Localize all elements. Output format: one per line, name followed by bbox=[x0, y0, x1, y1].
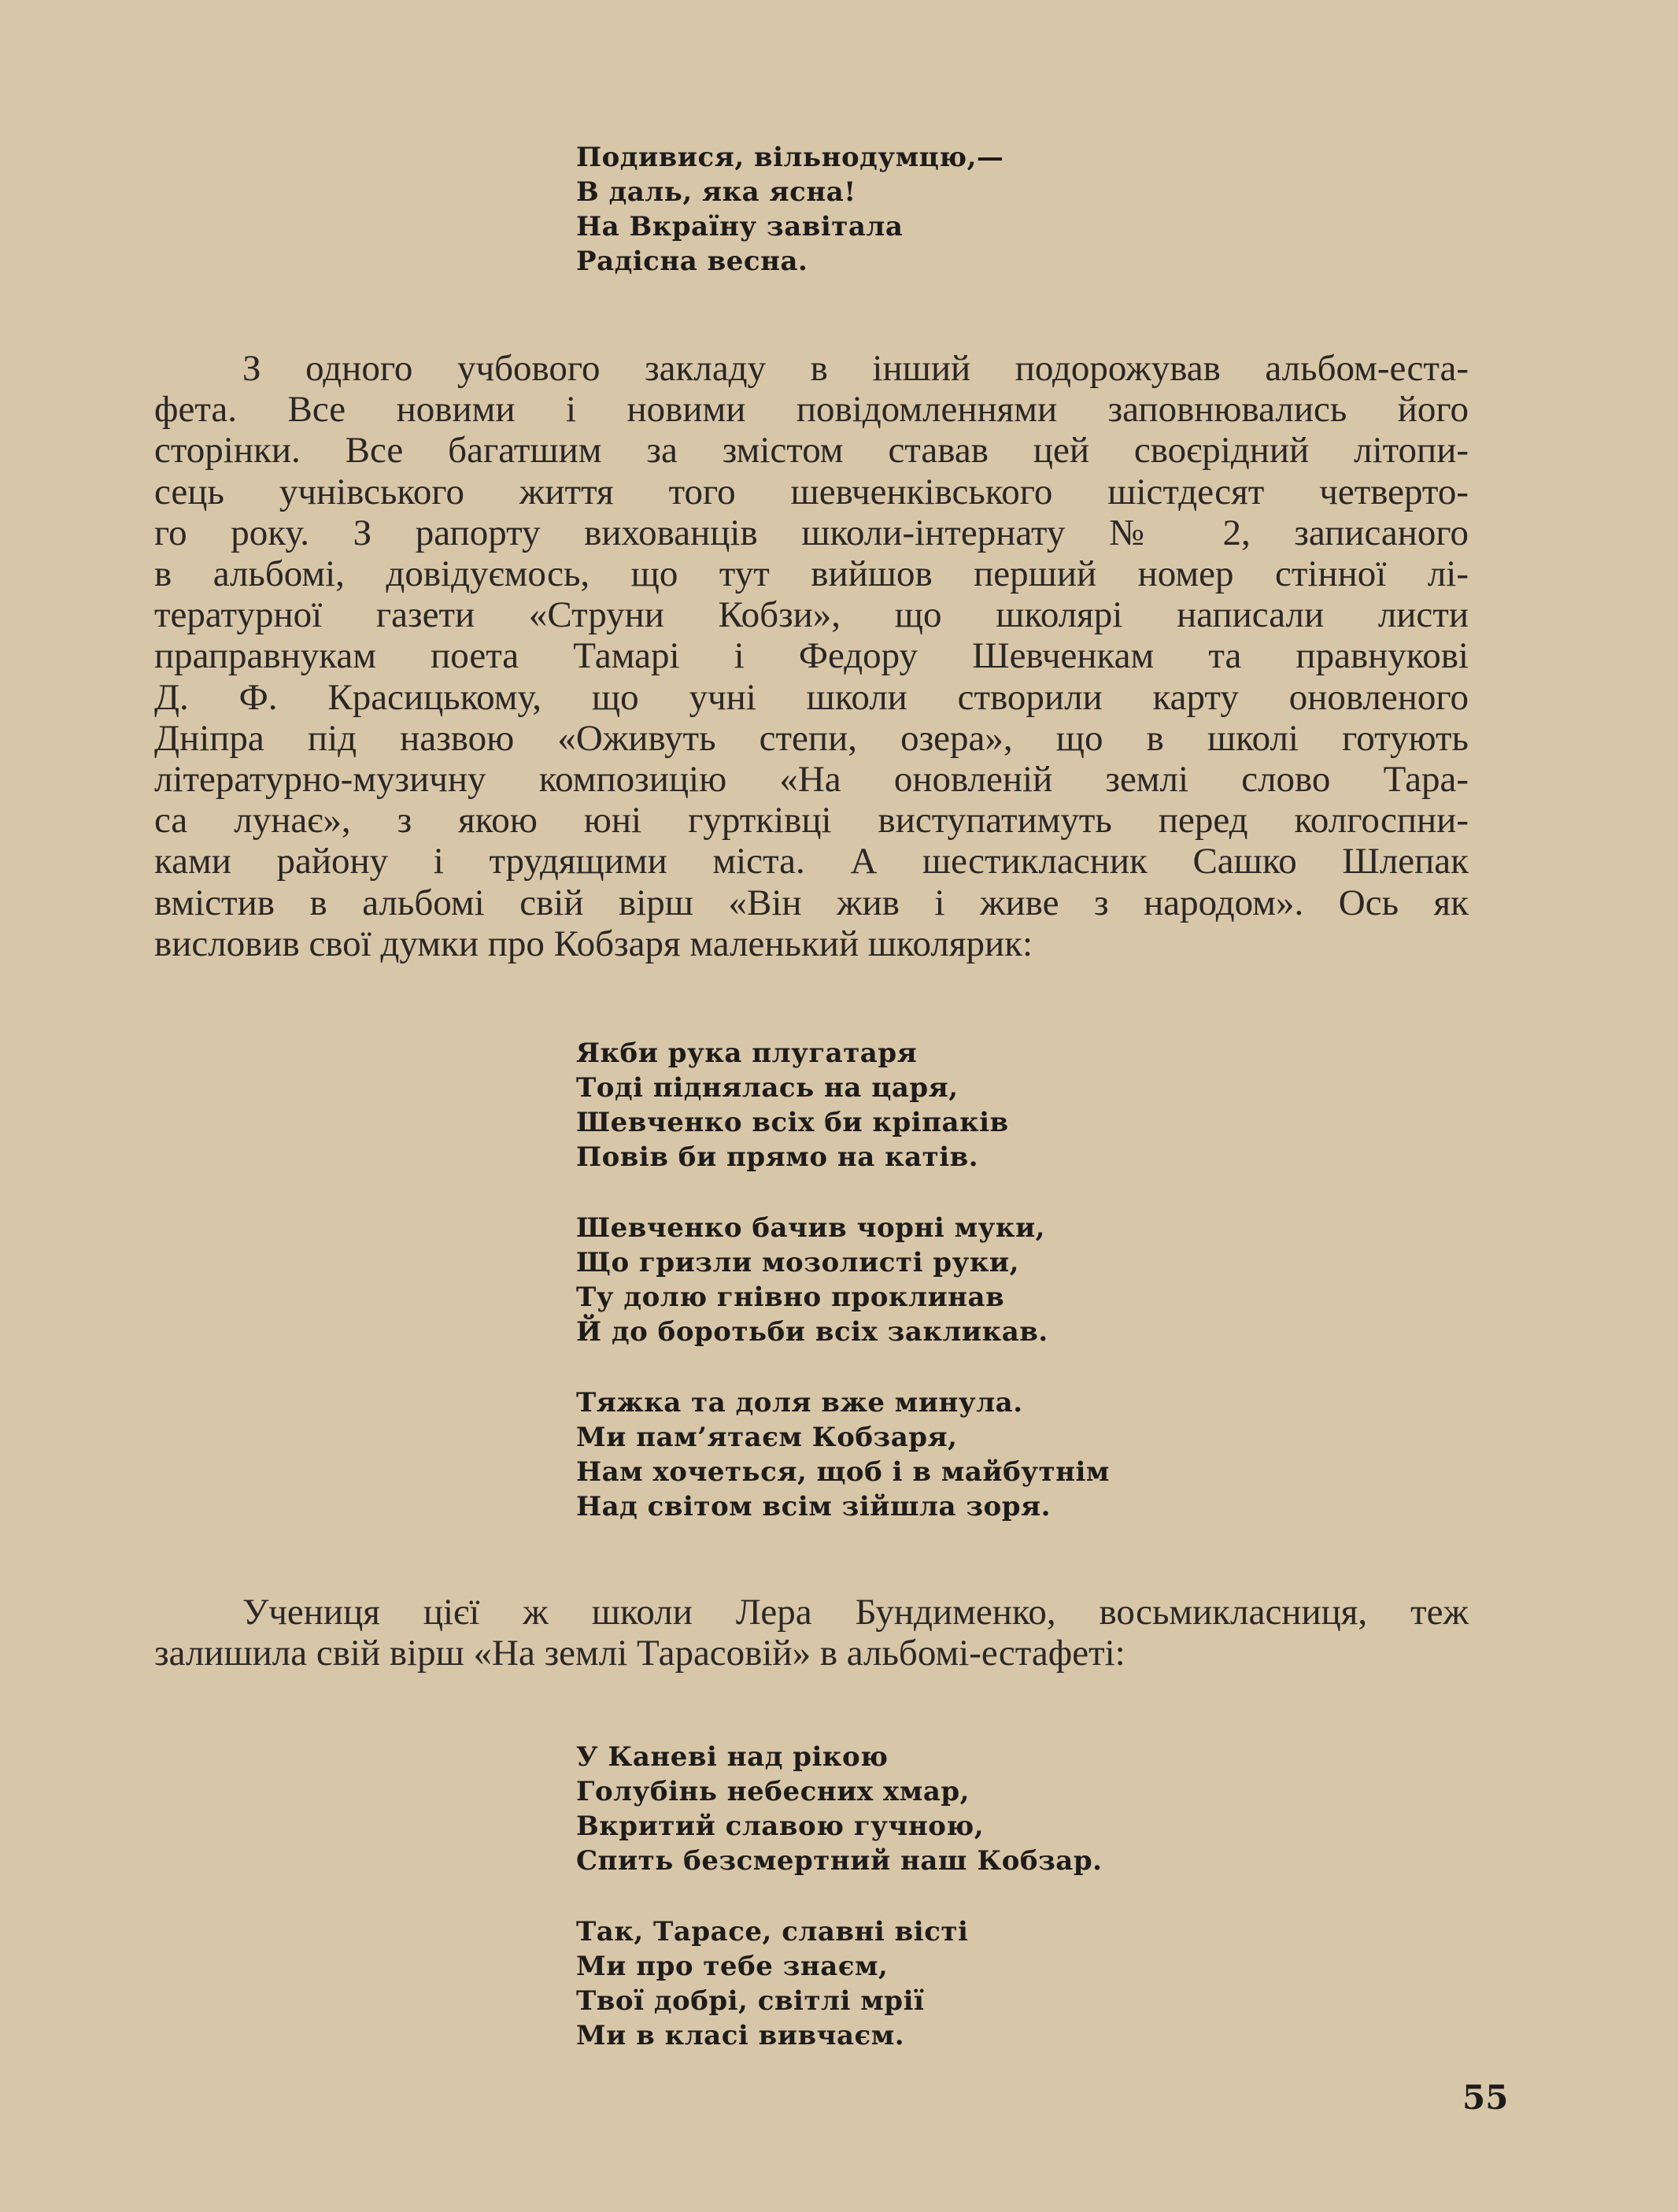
poem-stanza bbox=[576, 1211, 1048, 1349]
paragraph-line: З одного учбового закладу в інший подорожував альбом-еста- bbox=[242, 348, 1469, 389]
paragraph-line: праправнукам поета Тамарі і Федору Шевченкам та правнукові bbox=[154, 635, 1469, 677]
poem-line: Спить безсмертний наш Кобзар. bbox=[576, 1845, 1103, 1877]
poem-line: Ми пам’ятаєм Кобзаря, bbox=[576, 1422, 958, 1453]
poem-line: Голубінь небесних хмар, bbox=[576, 1776, 970, 1807]
poem-stanza bbox=[576, 1385, 1110, 1524]
poem-line: Якби рука плугатаря bbox=[576, 1038, 918, 1069]
poem-line: Що гризли мозолисті руки, bbox=[576, 1247, 1019, 1278]
paragraph-line: сторінки. Все багатшим за змістом ставав цей своєрідний літопи- bbox=[154, 430, 1469, 472]
poem-line: Тяжка та доля вже минула. bbox=[576, 1387, 1023, 1419]
poem-line: Шевченко бачив чорні муки, bbox=[576, 1212, 1045, 1244]
paragraph-line: сець учнівського життя того шевченківського шістдесят четверто- bbox=[154, 471, 1469, 512]
poem-line: Ту долю гнівно проклинав bbox=[576, 1282, 1005, 1313]
poem-line: Шевченко всіх би кріпаків bbox=[576, 1107, 1009, 1138]
poem-line: Так, Тарасе, славні вісті bbox=[576, 1916, 969, 1948]
paragraph-line: фета. Все новими і новими повідомленнями заповнювались його bbox=[154, 389, 1469, 431]
paragraph-line: Дніпра під назвою «Оживуть степи, озера», що в школі готують bbox=[154, 717, 1469, 759]
paragraph-line: Д. Ф. Красицькому, що учні школи створили карту оновленого bbox=[154, 676, 1469, 718]
poem-line: Подивися, вільнодумцю,— bbox=[576, 142, 1004, 173]
poem-line: У Каневі над рікою bbox=[576, 1741, 889, 1773]
poem-line: Повів би прямо на катів. bbox=[576, 1141, 979, 1173]
poem-line: Ми про тебе знаєм, bbox=[576, 1951, 889, 1982]
poem-line: Й до боротьби всіх закликав. bbox=[576, 1316, 1048, 1348]
poem-line: Ми в класі вивчаєм. bbox=[576, 2020, 905, 2051]
paragraph-line: са лунає», з якою юні гуртківці виступатимуть перед колгоспни- bbox=[154, 800, 1469, 842]
prose-paragraph bbox=[154, 1592, 1469, 1674]
poem-stanza bbox=[576, 1036, 1009, 1174]
paragraph-line: Учениця цієї ж школи Лера Бундименко, восьмикласниця, теж bbox=[242, 1592, 1469, 1633]
paragraph-line: тературної газети «Струни Кобзи», що школярі написали листи bbox=[154, 594, 1469, 636]
paragraph-line: залишила свій вірш «На землі Тарасовій» в альбомі-естафеті: bbox=[154, 1633, 1125, 1674]
paragraph-line: вмістив в альбомі свій вірш «Він жив і живе з народом». Ось як bbox=[154, 882, 1469, 923]
page-number: 55 bbox=[1462, 2078, 1509, 2117]
poem-stanza bbox=[576, 140, 1003, 279]
paragraph-line: го року. З рапорту вихованців школи-інтернату № 2, записаного bbox=[154, 512, 1469, 553]
poem-line: Твої добрі, світлі мрії bbox=[576, 1985, 925, 2017]
poem-line: Над світом всім зійшла зоря. bbox=[576, 1491, 1051, 1522]
paragraph-line: ками району і трудящими міста. А шестикласник Сашко Шлепак bbox=[154, 841, 1469, 882]
poem-stanza bbox=[576, 1914, 968, 2053]
poem-line: Тоді піднялась на царя, bbox=[576, 1072, 959, 1104]
poem-line: Нам хочеться, щоб і в майбутнім bbox=[576, 1456, 1110, 1488]
poem-line: На Вкраїну завітала bbox=[576, 211, 904, 242]
poem-stanza bbox=[576, 1740, 1102, 1878]
poem-line: Вкритий славою гучною, bbox=[576, 1811, 985, 1842]
paragraph-line: в альбомі, довідуємось, що тут вийшов перший номер стінної лі- bbox=[154, 553, 1469, 595]
paragraph-line: літературно-музичну композицію «На оновленій землі слово Тара- bbox=[154, 759, 1469, 801]
paragraph-line: висловив свої думки про Кобзаря маленький школярик: bbox=[154, 923, 1033, 964]
prose-paragraph bbox=[154, 348, 1469, 964]
poem-line: Радісна весна. bbox=[576, 246, 808, 277]
poem-line: В даль, яка ясна! bbox=[576, 176, 856, 208]
